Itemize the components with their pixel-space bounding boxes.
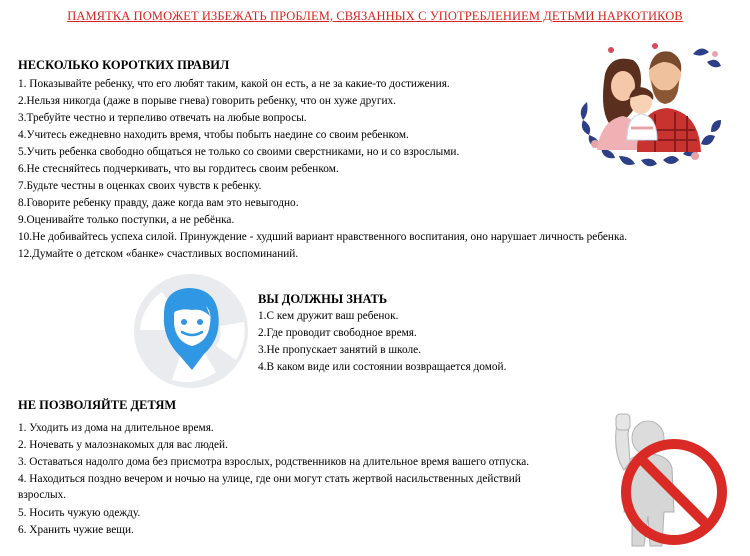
rule-item: 12.Думайте о детском «банке» счастливых воспоминаний. [18, 248, 299, 260]
rule-item: 3.Требуйте честно и терпеливо отвечать на любые вопросы. [18, 112, 307, 124]
rule-item: 7.Будьте честны в оценках своих чувств к ребенку. [18, 180, 262, 192]
know-item: 1.С кем дружит ваш ребенок. [258, 310, 399, 322]
forbid-item: 5. Носить чужую одежду. [18, 507, 141, 519]
know-item: 3.Не пропускает занятий в школе. [258, 344, 421, 356]
know-list [258, 308, 506, 376]
rule-item: 6.Не стесняйтесь подчеркивать, что вы гордитесь своим ребенком. [18, 163, 339, 175]
rule-item: 1. Показывайте ребенку, что его любят таким, какой он есть, а не за какие-то достижения. [18, 78, 450, 90]
family-illustration [575, 40, 725, 170]
rule-item: 9.Оценивайте только поступки, а не ребёнка. [18, 214, 235, 226]
forbid-item: 3. Оставаться надолго дома без присмотра взрослых, родственников на длительное время вашего отпуска. [18, 456, 530, 468]
rules-heading: НЕСКОЛЬКО КОРОТКИХ ПРАВИЛ [18, 58, 230, 72]
know-heading: ВЫ ДОЛЖНЫ ЗНАТЬ [258, 292, 388, 306]
rule-item: 8.Говорите ребенку правду, даже когда вам это невыгодно. [18, 197, 299, 209]
forbid-item: 1. Уходить из дома на длительное время. [18, 422, 214, 434]
forbid-item: 6. Хранить чужие вещи. [18, 524, 134, 536]
forbid-list [18, 421, 558, 540]
know-item: 4.В каком виде или состоянии возвращается домой. [258, 361, 507, 373]
child-avatar-icon [132, 272, 252, 390]
rule-item: 2.Нельзя никогда (даже в порыве гнева) говорить ребенку, что он хуже других. [18, 95, 396, 107]
rule-item: 10.Не добивайтесь успеха силой. Принуждение - худший вариант нравственного воспитания, оно нарушает личность ребенка. [18, 231, 628, 243]
forbid-item: 2. Ночевать у малознакомых для вас людей. [18, 439, 228, 451]
forbid-heading: НЕ ПОЗВОЛЯЙТЕ ДЕТЯМ [18, 398, 177, 412]
rule-item: 4.Учитесь ежедневно находить время, чтобы побыть наедине со своим ребенком. [18, 129, 409, 141]
forbid-item: 4. Находиться поздно вечером и ночью на улице, где они могут стать жертвой насильственных действий взрослых. [18, 473, 521, 501]
page-title: ПАМЯТКА ПОМОЖЕТ ИЗБЕЖАТЬ ПРОБЛЕМ, СВЯЗАННЫХ С УПОТРЕБЛЕНИЕМ ДЕТЬМИ НАРКОТИКОВ [67, 9, 683, 23]
stop-sign-illustration [596, 408, 732, 550]
know-item: 2.Где проводит свободное время. [258, 327, 417, 339]
rules-list [18, 76, 627, 263]
rule-item: 5.Учить ребенка свободно общаться не только со своими сверстниками, но и со взрослыми. [18, 146, 460, 158]
